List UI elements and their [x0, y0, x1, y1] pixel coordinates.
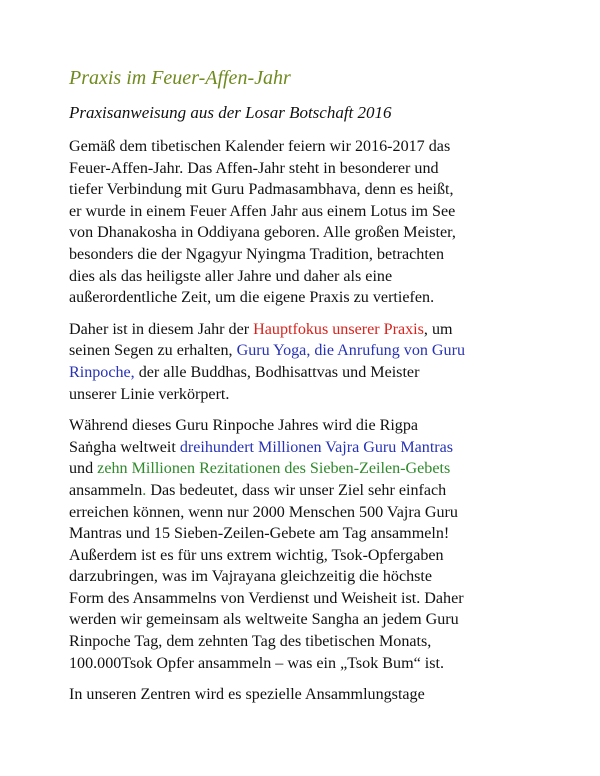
text-line: darzubringen, was im Vajrayana gleichzeitig die höchste [69, 568, 433, 586]
document-title: Praxis im Feuer-Affen-Jahr [69, 67, 291, 89]
text-line: außerordentliche Zeit, um die eigene Praxis zu vertiefen. [69, 289, 435, 307]
highlight-mantras: dreihundert Millionen Vajra Guru Mantras [179, 438, 454, 456]
text-line: werden wir gemeinsam als weltweite Sangha an jedem Guru [69, 611, 459, 629]
paragraph-centers [69, 684, 539, 706]
text-line: Mantras und 15 Sieben-Zeilen-Gebete am Tag ansammeln! [69, 525, 450, 543]
text-run: ansammeln [69, 481, 143, 499]
text-line: er wurde in einem Feuer Affen Jahr aus einem Lotus im See [69, 202, 456, 220]
text-line: Gemäß dem tibetischen Kalender feiern wir 2016-2017 das [69, 138, 451, 155]
highlight-main-focus: Hauptfokus unserer Praxis [253, 320, 424, 338]
document-subtitle: Praxisanweisung aus der Losar Botschaft 2016 [69, 103, 392, 122]
text-line: erreichen können, wenn nur 2000 Menschen 500 Vajra Guru [69, 503, 458, 521]
text-line: Form des Ansammelns von Verdienst und Weisheit ist. Daher [69, 589, 464, 607]
document-page [69, 66, 539, 716]
text-line: unserer Linie verkörpert. [69, 385, 230, 403]
text-line [69, 340, 539, 362]
text-line: Feuer-Affen-Jahr. Das Affen-Jahr steht in besonderer und [69, 159, 439, 177]
text-line: besonders die der Ngagyur Nyingma Tradition, betrachten [69, 245, 444, 263]
text-line: dies als das heiligste aller Jahre und daher als eine [69, 267, 393, 285]
text-run: Daher ist in diesem Jahr der [69, 320, 254, 338]
highlight-prayers: zehn Millionen Rezitationen des Sieben-Zeilen-Gebets [97, 460, 451, 478]
text-line [69, 480, 539, 502]
text-line: 100.000Tsok Opfer ansammeln – was ein „Tsok Bum“ ist. [69, 654, 444, 672]
text-run: , um [423, 320, 453, 338]
text-run: der alle Buddhas, Bodhisattvas und Meister [134, 363, 420, 381]
highlight-guru-yoga: Guru Yoga, die Anrufung von Guru [236, 342, 466, 360]
highlight-guru-yoga-cont: Rinpoche, [69, 363, 135, 381]
text-run: und [69, 460, 98, 478]
text-line: In unseren Zentren wird es spezielle Ansammlungstage [69, 686, 425, 704]
text-line: Rinpoche Tag, dem zehnten Tag des tibetischen Monats, [69, 633, 432, 651]
text-line: von Dhanakosha in Oddiyana geboren. Alle großen Meister, [69, 224, 456, 242]
paragraph-intro [69, 136, 539, 309]
text-line [69, 362, 539, 384]
text-run: Das bedeutet, dass wir unser Ziel sehr einfach [146, 481, 447, 499]
text-line: Während dieses Guru Rinpoche Jahres wird die Rigpa [69, 417, 419, 435]
text-run: Saṅgha weltweit [69, 438, 180, 456]
text-line [69, 458, 539, 480]
text-run: seinen Segen zu erhalten, [69, 342, 237, 360]
text-line: Außerdem ist es für uns extrem wichtig, Tsok-Opfergaben [69, 546, 444, 564]
text-line [69, 319, 539, 341]
text-line [69, 437, 539, 459]
text-line: tiefer Verbindung mit Guru Padmasambhava, denn es heißt, [69, 181, 454, 199]
paragraph-focus [69, 319, 539, 405]
paragraph-accumulation [69, 415, 539, 674]
text-run: . [142, 481, 147, 499]
